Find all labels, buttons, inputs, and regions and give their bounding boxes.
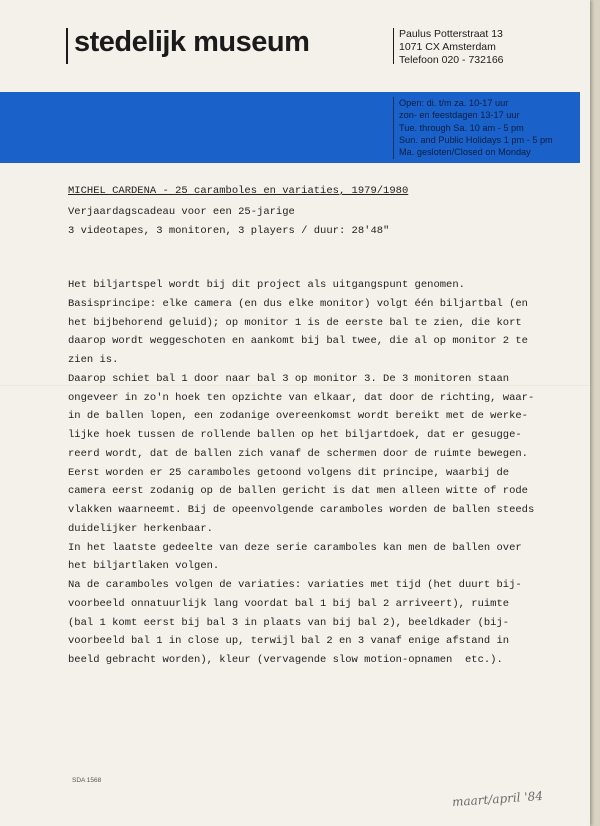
address-line: Telefoon 020 - 732166 [399,54,504,66]
hours-line: Ma. gesloten/Closed on Monday [399,147,531,158]
hours-line: Sun. and Public Holidays 1 pm - 5 pm [399,134,553,145]
body-line: voorbeeld onnatuurlijk lang voordat bal 1 bij bal 2 arriveert), ruimte [68,597,510,610]
body-line: Het biljartspel wordt bij dit project als uitgangspunt genomen. [68,279,465,291]
address-line: Paulus Potterstraat 13 [399,28,503,40]
hours-divider [393,97,394,159]
logo-divider [66,28,68,64]
body-line: voorbeeld bal 1 in close up, terwijl bal 2 en 3 vanaf enige afstand in [68,635,510,648]
hours-line: Tue. through Sa. 10 am - 5 pm [399,122,524,133]
opening-hours [399,97,553,158]
body-line: vlakken waarneemt. Bij de opeenvolgende caramboles worden de ballen steeds [68,504,535,516]
body-line: Basisprincipe: elke camera (en dus elke monitor) volgt één biljartbal (en [68,297,528,310]
letter-body [68,276,568,670]
body-line: (bal 1 komt eerst bij bal 3 in plaats van bij bal 2), beeldkader (bij- [68,616,510,629]
body-line: beeld gebracht worden), kleur (vervagende slow motion-opnamen etc.). [68,654,503,666]
letter-media-info: 3 videotapes, 3 monitoren, 3 players / duur: 28'48" [68,225,390,237]
handwritten-date: maart/april '84 [451,788,544,810]
archive-code: SDA 1568 [72,777,102,784]
body-line: Eerst worden er 25 caramboles getoond volgens dit principe, waarbij de [68,466,510,479]
body-line: zien is. [68,354,119,366]
body-line: camera eerst zodanig op de ballen gericht is dat men alleen witte of rode [68,485,528,498]
body-line: reerd wordt, dat de ballen zich vanaf de schermen door de ruimte bewegen. [68,447,528,460]
body-line: het bijbehorend geluid); op monitor 1 is de eerste bal te zien, die kort [68,316,522,329]
letter-subtitle: Verjaardagscadeau voor een 25-jarige [68,206,295,218]
body-line: lijke hoek tussen de rollende ballen op het biljartdoek, dat er gesugge- [68,429,522,441]
body-line: in de ballen lopen, een zodanige overeenkomst wordt bereikt met de werke- [68,410,528,423]
body-line: Daarop schiet bal 1 door naar bal 3 op monitor 3. De 3 monitoren staan [68,372,510,385]
hours-line: zon- en feestdagen 13-17 uur [399,110,520,121]
body-line: het biljartlaken volgen. [68,560,220,573]
body-line: ongeveer in zo'n hoek ten opzichte van elkaar, dat door de richting, waar- [68,391,535,404]
hours-line: Open: di. t/m za. 10-17 uur [399,98,509,108]
body-line: daarop wordt weggeschoten en aankomt bij bal twee, die al op monitor 2 te [68,335,528,348]
museum-logo: stedelijk museum [74,26,310,58]
body-line: Na de caramboles volgen de variaties: variaties met tijd (het duurt bij- [68,579,522,591]
body-line: duidelijker herkenbaar. [68,522,213,535]
address-line: 1071 CX Amsterdam [399,41,496,53]
museum-address [399,28,504,67]
address-divider [393,28,394,64]
body-line: In het laatste gedeelte van deze serie caramboles kan men de ballen over [68,541,522,554]
letter-title: MICHEL CARDENA - 25 caramboles en variaties, 1979/1980 [68,185,409,197]
